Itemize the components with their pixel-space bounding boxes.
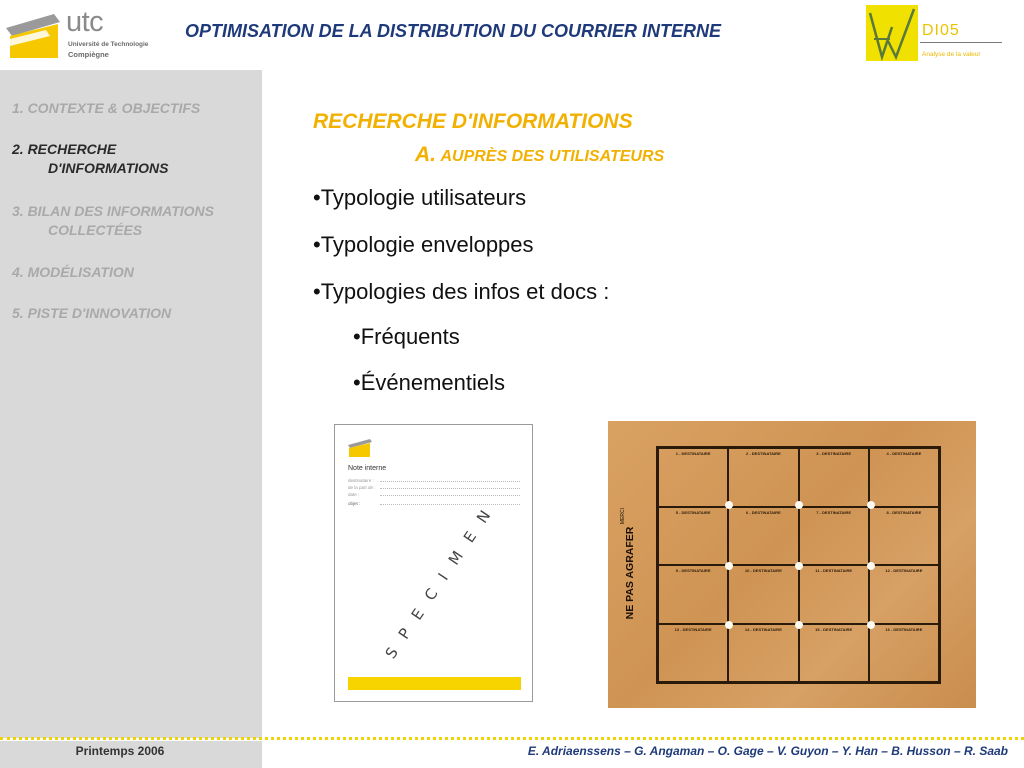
note-title: Note interne	[348, 465, 387, 472]
envelope-image	[608, 421, 976, 708]
recipient-cell: 4 - DESTINATAIRE	[869, 448, 939, 507]
di05-code: DI05	[922, 22, 960, 39]
sub-bullet-item: •Fréquents	[353, 324, 460, 349]
sidebar-item-label: 2. RECHERCHE	[12, 141, 117, 157]
string-eyelet-dot	[725, 562, 733, 570]
recipient-cell: 7 - DESTINATAIRE	[799, 507, 869, 566]
note-field-label: de la part de :	[348, 485, 376, 490]
string-eyelet-dot	[867, 562, 875, 570]
footer-dotted-divider	[0, 737, 1024, 740]
recipient-cell: 10 - DESTINATAIRE	[728, 565, 798, 624]
sidebar-item-modelisation[interactable]	[12, 264, 134, 280]
di05-divider	[920, 42, 1002, 43]
subheading-letter: A.	[415, 143, 436, 166]
sidebar-item-bilan[interactable]	[12, 203, 214, 238]
string-eyelet-dot	[867, 501, 875, 509]
sidebar-item-label-line2: D'INFORMATIONS	[48, 160, 169, 176]
note-objet-label: objet :	[348, 501, 361, 506]
section-heading: RECHERCHE D'INFORMATIONS	[313, 110, 633, 133]
string-eyelet-dot	[725, 501, 733, 509]
footer-season: Printemps 2006	[75, 744, 165, 758]
sidebar-item-innovation[interactable]	[12, 305, 171, 321]
sidebar-item-label: 5. PISTE D'INNOVATION	[12, 305, 172, 321]
utc-logo-name: utc	[66, 6, 104, 38]
string-eyelet-dot	[795, 562, 803, 570]
section-subheading	[415, 143, 664, 167]
utc-logo-mark-icon	[6, 14, 60, 58]
di05-logo	[866, 5, 1006, 65]
recipient-cell: 11 - DESTINATAIRE	[799, 565, 869, 624]
string-eyelet-dot	[725, 621, 733, 629]
sidebar-item-label: 1. CONTEXTE & OBJECTIFS	[12, 100, 201, 116]
note-field-rule	[380, 481, 520, 482]
envelope-warning-text: NE PAS AGRAFER	[624, 526, 636, 620]
note-field-label: date :	[348, 492, 360, 497]
note-footer-bar	[348, 677, 521, 690]
recipient-cell: 9 - DESTINATAIRE	[658, 565, 728, 624]
note-logo-icon	[348, 439, 372, 457]
string-eyelet-dot	[867, 621, 875, 629]
di05-tagline: Analyse de la valeur	[922, 51, 981, 58]
recipient-cell: 12 - DESTINATAIRE	[869, 565, 939, 624]
recipient-cell: 5 - DESTINATAIRE	[658, 507, 728, 566]
recipient-cell: 6 - DESTINATAIRE	[728, 507, 798, 566]
recipient-cell: 1 - DESTINATAIRE	[658, 448, 728, 507]
bullet-item: •Typologie enveloppes	[313, 232, 534, 257]
sub-bullet-item: •Événementiels	[353, 370, 506, 395]
slide-header	[0, 0, 1024, 70]
string-eyelet-dot	[795, 501, 803, 509]
sidebar-item-label-line2: COLLECTÉES	[48, 222, 143, 238]
sidebar-item-recherche[interactable]	[12, 141, 169, 176]
recipient-cell: 14 - DESTINATAIRE	[728, 624, 798, 683]
specimen-watermark: SPECIMEN	[381, 495, 503, 662]
utc-logo	[6, 6, 149, 60]
note-interne-image	[334, 424, 533, 702]
footer-authors: E. Adriaenssens – G. Angaman – O. Gage – V. Guyon – Y. Han – B. Husson – R. Saab	[527, 744, 1008, 758]
page-title: OPTIMISATION DE LA DISTRIBUTION DU COURRIER INTERNE	[185, 21, 722, 41]
recipient-cell: 15 - DESTINATAIRE	[799, 624, 869, 683]
bullet-item: •Typologies des infos et docs :	[313, 279, 610, 304]
sidebar-item-label: 3. BILAN DES INFORMATIONS	[12, 203, 214, 219]
utc-logo-city: Compiègne	[68, 50, 109, 59]
recipient-cell: 3 - DESTINATAIRE	[799, 448, 869, 507]
recipient-cell: 13 - DESTINATAIRE	[658, 624, 728, 683]
recipient-cell: 8 - DESTINATAIRE	[869, 507, 939, 566]
note-field-label: destinataire :	[348, 478, 374, 483]
sidebar-item-contexte[interactable]	[12, 100, 200, 116]
recipient-cell: 2 - DESTINATAIRE	[728, 448, 798, 507]
envelope-merci-text: MERCI	[620, 507, 627, 525]
sidebar-item-label: 4. MODÉLISATION	[12, 264, 134, 280]
string-eyelet-dot	[795, 621, 803, 629]
av-logo-icon	[866, 5, 918, 61]
subheading-text: AUPRÈS DES UTILISATEURS	[440, 148, 665, 165]
bullet-item: •Typologie utilisateurs	[313, 185, 527, 210]
utc-logo-subtitle: Université de Technologie	[68, 41, 149, 48]
recipient-cell: 16 - DESTINATAIRE	[869, 624, 939, 683]
sidebar-nav	[0, 70, 262, 738]
